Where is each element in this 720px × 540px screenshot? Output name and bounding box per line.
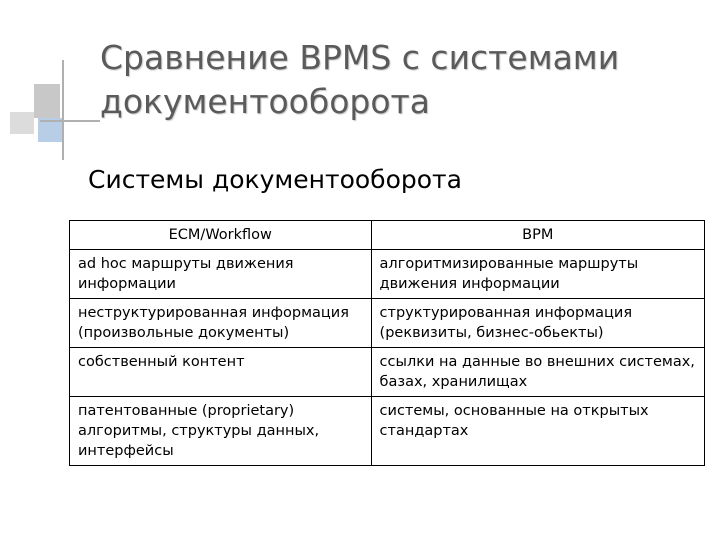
table-row (70, 250, 705, 299)
decor-horizontal-line (40, 120, 100, 122)
table-row (70, 397, 705, 466)
decor-square-light (10, 112, 34, 134)
table-cell-bpm: системы, основанные на открытых стандартах (371, 397, 704, 466)
table-cell-ecm: собственный контент (70, 348, 372, 397)
slide-subtitle: Системы документооборота (88, 165, 462, 194)
slide-title-line-1: Сравнение BPMS с системами (100, 38, 620, 77)
table-cell-bpm: ссылки на данные во внешних системах, базах, хранилищах (371, 348, 704, 397)
table-cell-ecm: неструктурированная информация (произвольные документы) (70, 299, 372, 348)
decor-vertical-line (62, 60, 64, 160)
table-cell-bpm: структурированная информация (реквизиты, бизнес-обьекты) (371, 299, 704, 348)
table-cell-bpm: алгоритмизированные маршруты движения информации (371, 250, 704, 299)
slide-title (100, 36, 619, 124)
decor-square-gray (34, 84, 60, 118)
header-ecm-workflow: ECM/Workflow (70, 221, 372, 250)
table-cell-ecm: патентованные (proprietary) алгоритмы, структуры данных, интерфейсы (70, 397, 372, 466)
table-row (70, 348, 705, 397)
table-header-row (70, 221, 705, 250)
table-cell-ecm: ad hoc маршруты движения информации (70, 250, 372, 299)
slide-title-line-2: документооборота (100, 82, 430, 121)
table-row (70, 299, 705, 348)
header-bpm: BPM (371, 221, 704, 250)
comparison-table (69, 220, 705, 466)
